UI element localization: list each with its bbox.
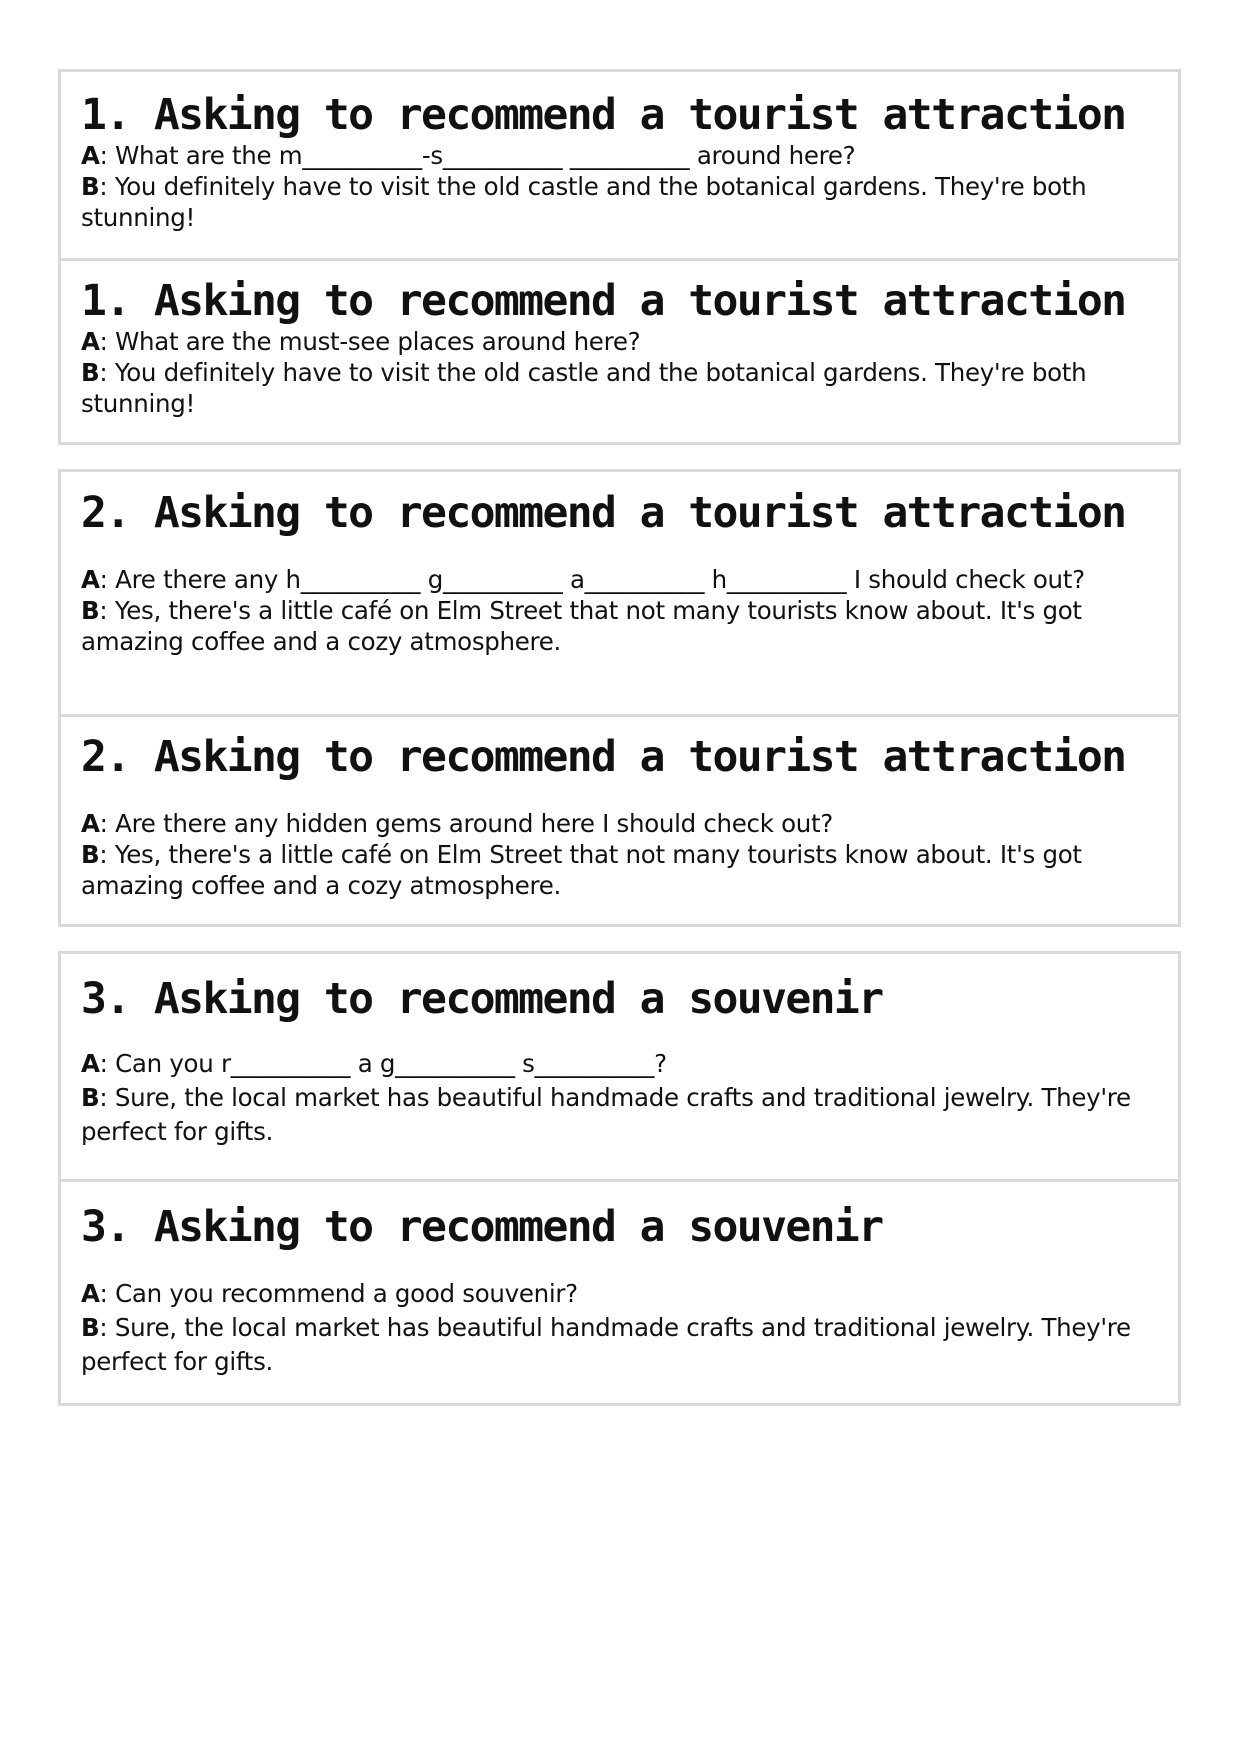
- line-a: [81, 808, 1150, 839]
- speaker-a-label: A: [81, 327, 100, 356]
- line-a: [81, 140, 1150, 171]
- line-a: [81, 326, 1150, 357]
- card-title: 1. Asking to recommend a tourist attraction: [81, 276, 1126, 326]
- exercise-card-1-gapped: [61, 72, 1178, 258]
- line-a: [81, 564, 1150, 595]
- dialogue: [81, 140, 1150, 233]
- card-title: 3. Asking to recommend a souvenir: [81, 1202, 883, 1252]
- line-b-text: : You definitely have to visit the old castle and the botanical gardens. They're both stunning!: [81, 172, 1087, 232]
- speaker-a-label: A: [81, 1279, 100, 1308]
- speaker-b-label: B: [81, 596, 100, 625]
- card-group-3: [58, 951, 1181, 1406]
- exercise-card-3-answer: [61, 1179, 1178, 1406]
- line-a: [81, 1047, 1150, 1081]
- line-b-text: : You definitely have to visit the old castle and the botanical gardens. They're both stunning!: [81, 358, 1087, 418]
- exercise-card-1-answer: [61, 258, 1178, 445]
- exercise-card-2-answer: [61, 714, 1178, 927]
- dialogue: [81, 326, 1150, 419]
- line-b: [81, 839, 1150, 901]
- line-b: [81, 171, 1150, 233]
- card-title: 1. Asking to recommend a tourist attraction: [81, 90, 1126, 140]
- speaker-a-label: A: [81, 1049, 100, 1078]
- line-a-text: : Are there any hidden gems around here I should check out?: [99, 809, 834, 838]
- dialogue: [81, 808, 1150, 901]
- line-b: [81, 595, 1150, 657]
- card-group-2: [58, 469, 1181, 927]
- speaker-b-label: B: [81, 358, 100, 387]
- line-b: [81, 1311, 1150, 1379]
- line-b-text: : Yes, there's a little café on Elm Street that not many tourists know about. It's got amazing coffee and a cozy atmosphere.: [81, 596, 1082, 656]
- speaker-b-label: B: [81, 172, 100, 201]
- line-a-text: : Can you recommend a good souvenir?: [99, 1279, 578, 1308]
- speaker-b-label: B: [81, 1083, 100, 1112]
- dialogue: [81, 1277, 1150, 1379]
- dialogue: [81, 564, 1150, 657]
- exercise-card-2-gapped: [61, 472, 1178, 714]
- line-a-text: : What are the m__________-s__________ __________ around here?: [99, 141, 856, 170]
- card-title: 2. Asking to recommend a tourist attraction: [81, 488, 1126, 538]
- line-b: [81, 357, 1150, 419]
- line-a-text: : Can you r__________ a g__________ s__________?: [99, 1049, 667, 1078]
- line-a: [81, 1277, 1150, 1311]
- speaker-b-label: B: [81, 840, 100, 869]
- line-b: [81, 1081, 1150, 1149]
- dialogue: [81, 1047, 1150, 1149]
- speaker-a-label: A: [81, 141, 100, 170]
- exercise-card-3-gapped: [61, 954, 1178, 1179]
- line-a-text: : What are the must-see places around here?: [99, 327, 641, 356]
- speaker-a-label: A: [81, 809, 100, 838]
- line-a-text: : Are there any h__________ g__________ a__________ h__________ I should check out?: [99, 565, 1085, 594]
- speaker-b-label: B: [81, 1313, 100, 1342]
- card-group-1: [58, 69, 1181, 445]
- line-b-text: : Sure, the local market has beautiful handmade crafts and traditional jewelry. They're perfect for gifts.: [81, 1313, 1131, 1376]
- card-title: 2. Asking to recommend a tourist attraction: [81, 732, 1126, 782]
- line-b-text: : Sure, the local market has beautiful handmade crafts and traditional jewelry. They're perfect for gifts.: [81, 1083, 1131, 1146]
- speaker-a-label: A: [81, 565, 100, 594]
- line-b-text: : Yes, there's a little café on Elm Street that not many tourists know about. It's got amazing coffee and a cozy atmosphere.: [81, 840, 1082, 900]
- card-title: 3. Asking to recommend a souvenir: [81, 974, 883, 1024]
